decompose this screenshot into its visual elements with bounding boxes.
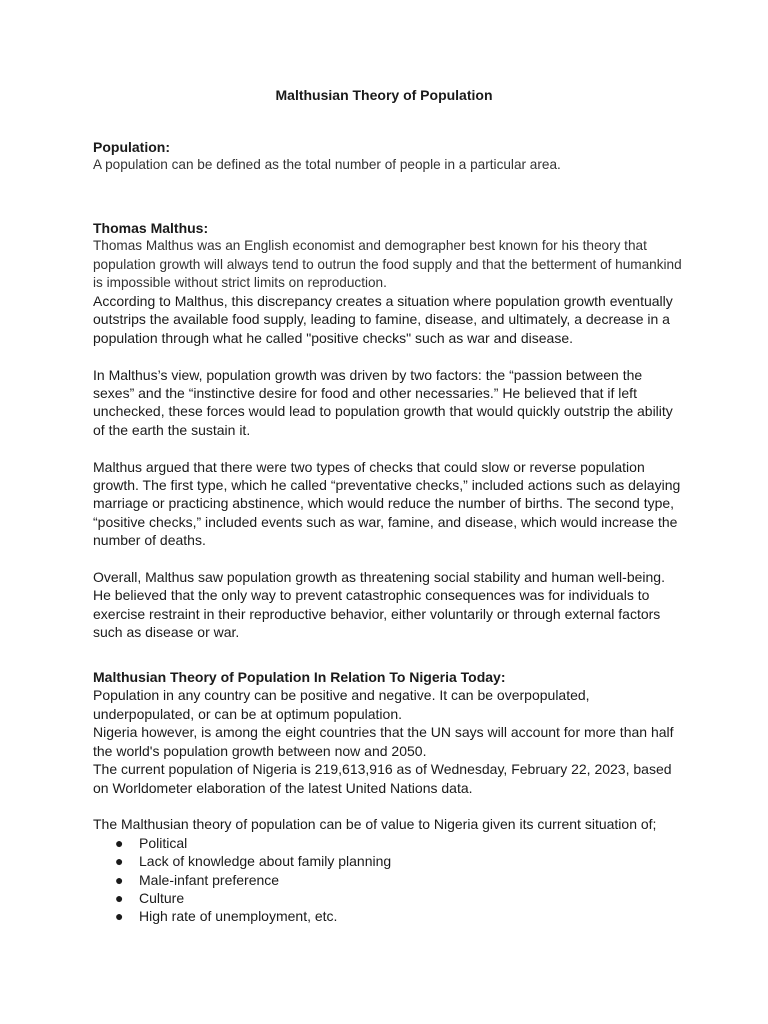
bullet-icon: ● (115, 908, 124, 925)
list-item: ● High rate of unemployment, etc. (115, 908, 338, 925)
malthus-intro: Thomas Malthus was an English economist and demographer best known for his theory that population growth will always tend to outrun the food supply and that the betterment of humankind is impossible without strict limits on reproduction. (93, 238, 682, 290)
malthus-checks: Malthus argued that there were two types of checks that could slow or reverse population growth. The first type, which he called “preventative checks,” included actions such as delaying marriage or practicing abstinence, which would reduce the number of births. The second type, “positive checks,” included events such as war, famine, and disease, which would increase the number of deaths. (93, 458, 681, 549)
malthus-overall: Overall, Malthus saw population growth as threatening social stability and human well-being. He believed that the only way to prevent catastrophic consequences was for individuals to exercise restraint in their reproductive behavior, either voluntarily or through external factors such as disease or war. (93, 569, 665, 641)
malthus-view: In Malthus’s view, population growth was driven by two factors: the “passion between the sexes” and the “instinctive desire for food and other necessaries.” He believed that if left unchecked, these forces would lead to population growth that would quickly outstrip the ability of the earth the sustain it. (93, 366, 673, 438)
nigeria-population-types: Population in any country can be positive and negative. It can be overpopulated, underpopulated, or can be at optimum population. (93, 687, 590, 722)
heading-nigeria: Malthusian Theory of Population In Relation To Nigeria Today: (93, 669, 506, 686)
list-item: ● Male-infant preference (115, 871, 280, 888)
bullet-icon: ● (115, 834, 124, 851)
nigeria-un-statement: Nigeria however, is among the eight countries that the UN says will account for more than half the world's population growth between now and 2050. (93, 724, 674, 759)
heading-population: Population: (93, 139, 170, 155)
bullet-icon: ● (115, 871, 124, 888)
list-item: ● Lack of knowledge about family planning (115, 853, 392, 870)
malthus-discrepancy: According to Malthus, this discrepancy creates a situation where population growth eventually outstrips the available food supply, leading to famine, disease, and ultimately, a decrease in a population through what he called "positive checks" such as war and disease. (93, 293, 673, 346)
document-title: Malthusian Theory of Population (275, 87, 493, 103)
bullet-icon: ● (115, 853, 124, 870)
bullet-icon: ● (115, 889, 124, 906)
population-definition: A population can be defined as the total number of people in a particular area. (93, 157, 561, 173)
nigeria-value-statement: The Malthusian theory of population can be of value to Nigeria given its current situation of; (93, 816, 657, 833)
list-item: ● Political (115, 834, 188, 851)
nigeria-factors-list (93, 834, 683, 926)
list-item: ● Culture (115, 889, 185, 906)
document-content (93, 86, 683, 926)
heading-thomas-malthus: Thomas Malthus: (93, 220, 209, 236)
nigeria-current-population: The current population of Nigeria is 219,613,916 as of Wednesday, February 22, 2023, based on Worldometer elaboration of the latest United Nations data. (93, 761, 672, 796)
